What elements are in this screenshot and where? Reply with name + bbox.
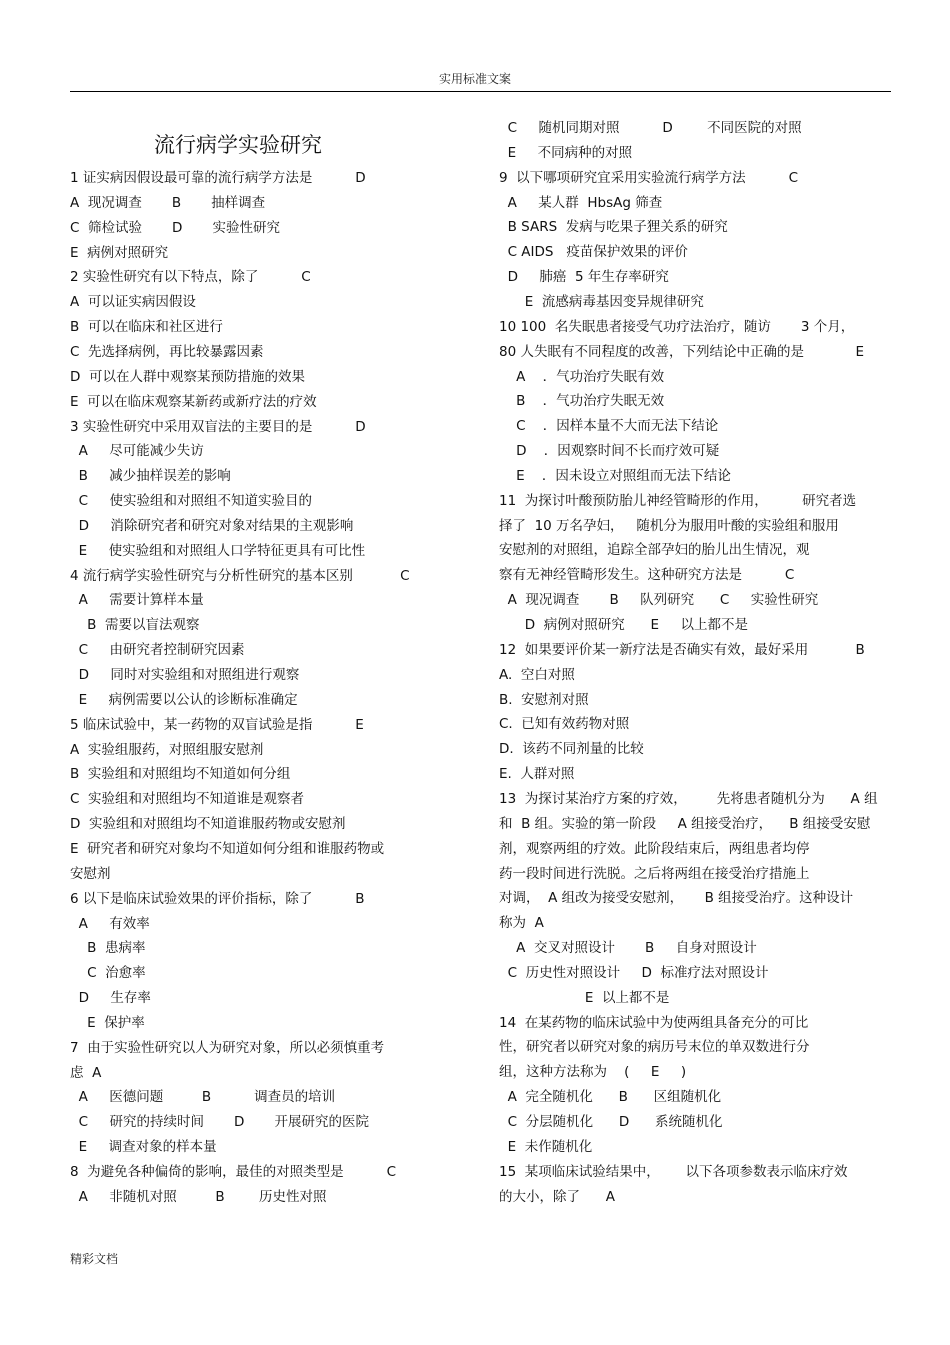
text-line: C 由研究者控制研究因素	[70, 642, 245, 659]
text-line: A 可以证实病因假设	[70, 294, 196, 311]
text-line: 1 证实病因假设最可靠的流行病学方法是 D	[70, 170, 366, 186]
text-line: E 病例需要以公认的诊断标准确定	[70, 691, 298, 708]
text-line: 的大小，除了 A	[499, 1188, 615, 1205]
text-line: 察有无神经管畸形发生。这种研究方法是 C	[499, 567, 795, 584]
text-line: 称为 A	[499, 915, 544, 932]
text-line: A 现况调查 B 队列研究 C 实验性研究	[499, 592, 819, 609]
text-line: A 现况调查 B 抽样调查	[70, 194, 266, 211]
text-line: 8 为避免各种偏倚的影响，最佳的对照类型是 C	[70, 1164, 397, 1180]
text-line: C 历史性对照设计 D 标准疗法对照设计	[499, 964, 769, 981]
text-line: E ．因未设立对照组而无法下结论	[499, 467, 731, 484]
text-line: A 完全随机化 B 区组随机化	[499, 1089, 722, 1106]
text-line: 性，研究者以研究对象的病历号末位的单双数进行分	[499, 1039, 810, 1056]
text-line: 11 为探讨叶酸预防胎儿神经管畸形的作用， 研究者选	[499, 492, 857, 509]
text-line: D 实验组和对照组均不知道谁服药物或安慰剂	[70, 816, 346, 833]
text-line: B SARS 发病与吃果子狸关系的研究	[499, 219, 728, 236]
text-line: D 肺癌 5 年生存率研究	[499, 269, 669, 286]
text-line: A 实验组服药，对照组服安慰剂	[70, 741, 264, 758]
text-line: 择了 10 万名孕妇， 随机分为服用叶酸的实验组和服用	[499, 517, 839, 534]
text-line: 药一段时间进行洗脱。之后将两组在接受治疗措施上	[499, 865, 810, 882]
text-line: B 实验组和对照组均不知道如何分组	[70, 766, 291, 783]
text-line: B ．气功治疗失眠无效	[499, 393, 665, 410]
text-line: D 同时对实验组和对照组进行观察	[70, 667, 300, 683]
text-line: E 调查对象的样本量	[70, 1139, 217, 1156]
text-line: D 消除研究者和研究对象对结果的主观影响	[70, 517, 354, 534]
text-line: 组，这种方法称为 ( E )	[499, 1064, 687, 1081]
text-line: C 分层随机化 D 系统随机化	[499, 1114, 723, 1130]
text-line: A 有效率	[70, 915, 150, 932]
text-line: D 病例对照研究 E 以上都不是	[499, 617, 748, 633]
text-line: E 流感病毒基因变异规律研究	[499, 293, 704, 310]
text-line: 13 为探讨某治疗方案的疗效， 先将患者随机分为 A 组	[499, 790, 878, 807]
text-line: A 医德问题 B 调查员的培训	[70, 1089, 336, 1106]
text-line: E 病例对照研究	[70, 244, 169, 261]
text-line: D. 该药不同剂量的比较	[499, 741, 644, 758]
text-line: D ．因观察时间不长而疗效可疑	[499, 443, 720, 460]
text-line: 和 B 组。实验的第一阶段 A 组接受治疗， B 组接受安慰	[499, 815, 871, 832]
text-line: 15 某项临床试验结果中， 以下各项参数表示临床疗效	[499, 1163, 848, 1180]
text-line: C 筛检试验 D 实验性研究	[70, 219, 280, 236]
text-line: E 研究者和研究对象均不知道如何分组和谁服药物或	[70, 840, 385, 857]
text-line: A 非随机对照 B 历史性对照	[70, 1188, 327, 1205]
text-line: C ．因样本量不大而无法下结论	[499, 418, 719, 435]
text-line: A 某人群 HbsAg 筛查	[499, 194, 663, 211]
text-line: C 治愈率	[70, 965, 146, 982]
text-line: A ．气功治疗失眠有效	[499, 368, 665, 385]
text-line: A 尽可能减少失访	[70, 443, 204, 460]
text-line: C. 已知有效药物对照	[499, 716, 630, 733]
header-rule	[70, 91, 891, 92]
text-line: E 保护率	[70, 1014, 145, 1031]
text-line: A. 空白对照	[499, 666, 575, 683]
text-line: 5 临床试验中，某一药物的双盲试验是指 E	[70, 716, 364, 733]
text-line: 12 如果要评价某一新疗法是否确实有效，最好采用 B	[499, 641, 865, 658]
text-line: D 生存率	[70, 990, 151, 1007]
text-line: 安慰剂	[70, 865, 111, 882]
text-line: B. 安慰剂对照	[499, 691, 589, 708]
text-line: C 先选择病例，再比较暴露因素	[70, 343, 264, 360]
text-line: E 可以在临床观察某新药或新疗法的疗效	[70, 393, 317, 410]
text-line: 10 100 名失眠患者接受气功疗法治疗，随访 3 个月，	[499, 318, 855, 335]
text-line: 3 实验性研究中采用双盲法的主要目的是 D	[70, 418, 366, 435]
text-line: 6 以下是临床试验效果的评价指标，除了 B	[70, 890, 365, 907]
text-line: 安慰剂的对照组，追踪全部孕妇的胎儿出生情况，观	[499, 542, 810, 559]
document-title: 流行病学实验研究	[154, 133, 322, 157]
text-line: 虑 A	[70, 1064, 102, 1081]
text-line: E 不同病种的对照	[499, 144, 633, 161]
text-line: E. 人群对照	[499, 766, 575, 783]
text-line: 对调， A 组改为接受安慰剂， B 组接受治疗。这种设计	[499, 890, 854, 907]
text-line: 7 由于实验性研究以人为研究对象，所以必须慎重考	[70, 1039, 385, 1056]
text-line: A 交叉对照设计 B 自身对照设计	[499, 940, 757, 957]
text-line: B 患病率	[70, 940, 146, 957]
text-line: E 使实验组和对照组人口学特征更具有可比性	[70, 542, 366, 559]
text-line: E 以上都不是	[499, 989, 670, 1006]
text-line: 剂，观察两组的疗效。此阶段结束后，两组患者均停	[499, 840, 810, 857]
text-line: 9 以下哪项研究宜采用实验流行病学方法 C	[499, 169, 799, 186]
text-line: 14 在某药物的临床试验中为使两组具备充分的可比	[499, 1014, 809, 1031]
text-line: 4 流行病学实验性研究与分析性研究的基本区别 C	[70, 567, 410, 584]
text-line: D 可以在人群中观察某预防措施的效果	[70, 368, 305, 385]
text-line: C AIDS 疫苗保护效果的评价	[499, 244, 688, 261]
text-line: 80 人失眠有不同程度的改善，下列结论中正确的是 E	[499, 343, 864, 360]
text-line: C 实验组和对照组均不知道谁是观察者	[70, 791, 305, 808]
text-line: C 随机同期对照 D 不同医院的对照	[499, 120, 802, 136]
page-footer: 精彩文档	[70, 1252, 119, 1266]
text-line: C 使实验组和对照组不知道实验目的	[70, 493, 312, 510]
text-line: E 未作随机化	[499, 1138, 593, 1155]
text-line: B 需要以盲法观察	[70, 617, 200, 634]
page-header: 实用标准文案	[438, 72, 511, 86]
text-line: B 可以在临床和社区进行	[70, 319, 223, 336]
text-line: C 研究的持续时间 D 开展研究的医院	[70, 1114, 369, 1131]
text-line: A 需要计算样本量	[70, 592, 204, 609]
text-line: B 减少抽样误差的影响	[70, 468, 231, 485]
text-line: 2 实验性研究有以下特点，除了 C	[70, 269, 311, 286]
